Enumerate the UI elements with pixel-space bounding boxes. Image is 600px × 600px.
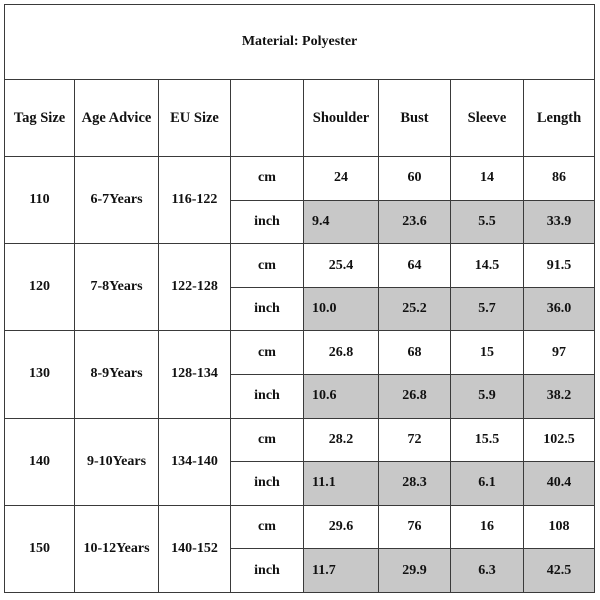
bust-value: 68 [379,331,451,375]
eu-size-cell: 140-152 [159,505,231,592]
shoulder-value: 10.0 [304,287,379,331]
tag-size-cell: 130 [5,331,75,418]
length-value: 33.9 [524,200,595,244]
header-bust: Bust [379,80,451,157]
sleeve-value: 6.1 [451,462,524,506]
header-age-advice: Age Advice [75,80,159,157]
sleeve-value: 14 [451,157,524,201]
shoulder-value: 29.6 [304,505,379,549]
length-value: 108 [524,505,595,549]
bust-value: 29.9 [379,549,451,593]
age-advice-cell: 9-10Years [75,418,159,505]
shoulder-value: 25.4 [304,244,379,288]
shoulder-value: 24 [304,157,379,201]
unit-cell: cm [231,418,304,462]
eu-size-cell: 122-128 [159,244,231,331]
unit-cell: cm [231,331,304,375]
size-table [4,4,595,593]
header-length: Length [524,80,595,157]
length-value: 36.0 [524,287,595,331]
bust-value: 26.8 [379,374,451,418]
length-value: 42.5 [524,549,595,593]
table-row [5,331,595,375]
shoulder-value: 28.2 [304,418,379,462]
unit-cell: cm [231,157,304,201]
age-advice-cell: 7-8Years [75,244,159,331]
table-row [5,244,595,288]
table-row [5,505,595,549]
tag-size-cell: 150 [5,505,75,592]
shoulder-value: 11.1 [304,462,379,506]
title-row [5,5,595,80]
unit-cell: cm [231,505,304,549]
header-row [5,80,595,157]
header-sleeve: Sleeve [451,80,524,157]
header-unit [231,80,304,157]
sleeve-value: 15 [451,331,524,375]
bust-value: 25.2 [379,287,451,331]
length-value: 38.2 [524,374,595,418]
shoulder-value: 10.6 [304,374,379,418]
length-value: 102.5 [524,418,595,462]
sleeve-value: 16 [451,505,524,549]
shoulder-value: 26.8 [304,331,379,375]
unit-cell: inch [231,200,304,244]
bust-value: 64 [379,244,451,288]
sleeve-value: 6.3 [451,549,524,593]
tag-size-cell: 110 [5,157,75,244]
table-row [5,157,595,201]
age-advice-cell: 8-9Years [75,331,159,418]
unit-cell: inch [231,374,304,418]
length-value: 86 [524,157,595,201]
table-title: Material: Polyester [5,5,595,80]
unit-cell: inch [231,462,304,506]
header-eu-size: EU Size [159,80,231,157]
sleeve-value: 15.5 [451,418,524,462]
sleeve-value: 14.5 [451,244,524,288]
sleeve-value: 5.7 [451,287,524,331]
age-advice-cell: 10-12Years [75,505,159,592]
bust-value: 60 [379,157,451,201]
unit-cell: inch [231,287,304,331]
bust-value: 72 [379,418,451,462]
table-row [5,418,595,462]
eu-size-cell: 116-122 [159,157,231,244]
length-value: 91.5 [524,244,595,288]
bust-value: 23.6 [379,200,451,244]
length-value: 40.4 [524,462,595,506]
unit-cell: inch [231,549,304,593]
eu-size-cell: 128-134 [159,331,231,418]
shoulder-value: 11.7 [304,549,379,593]
unit-cell: cm [231,244,304,288]
bust-value: 76 [379,505,451,549]
header-shoulder: Shoulder [304,80,379,157]
length-value: 97 [524,331,595,375]
eu-size-cell: 134-140 [159,418,231,505]
tag-size-cell: 140 [5,418,75,505]
bust-value: 28.3 [379,462,451,506]
sleeve-value: 5.9 [451,374,524,418]
tag-size-cell: 120 [5,244,75,331]
shoulder-value: 9.4 [304,200,379,244]
header-tag-size: Tag Size [5,80,75,157]
age-advice-cell: 6-7Years [75,157,159,244]
sleeve-value: 5.5 [451,200,524,244]
